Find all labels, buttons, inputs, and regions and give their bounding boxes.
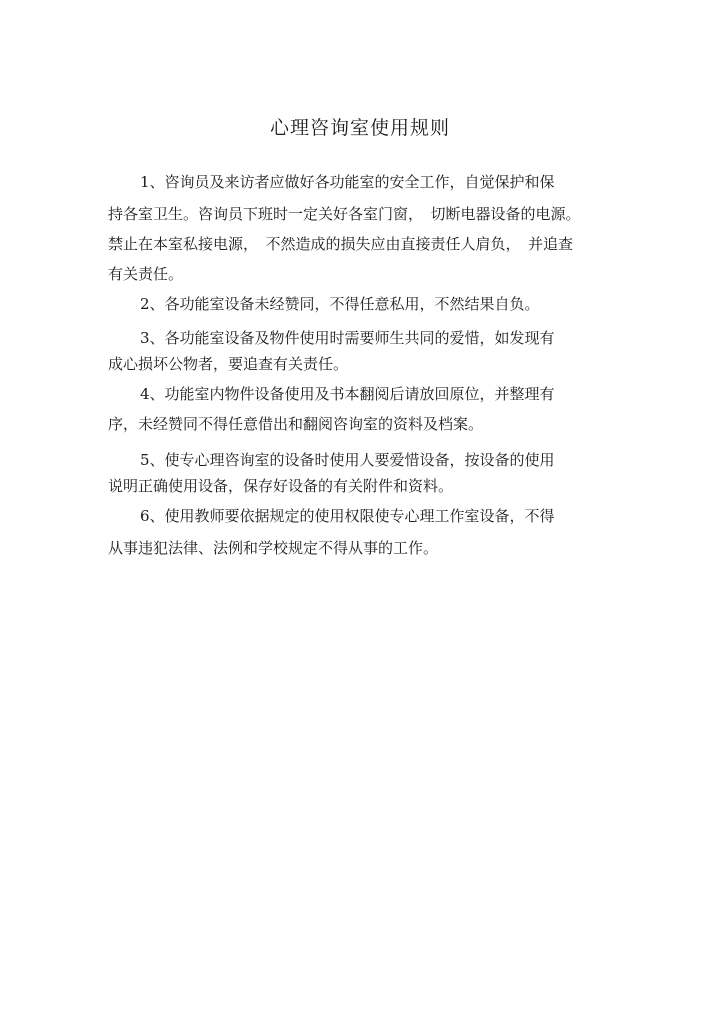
rule-1-line-4: 有关责任。 [108,265,184,283]
rule-1-line-3: 禁止在本室私接电源， 不然造成的损失应由直接责任人肩负， 并追查 [108,235,574,253]
rule-5-line-2: 说明正确使用设备，保存好设备的有关附件和资料。 [108,477,454,495]
rule-2-line-1: 2、各功能室设备未经赞同，不得任意私用，不然结果自负。 [140,295,540,313]
rule-1-line-1: 1、咨询员及来访者应做好各功能室的安全工作，自觉保护和保 [140,173,555,191]
rule-4-line-2: 序，未经赞同不得任意借出和翻阅咨询室的资料及档案。 [108,415,484,433]
rule-4-line-1: 4、功能室内物件设备使用及书本翻阅后请放回原位，并整理有 [140,385,555,403]
rule-6-line-1: 6、使用教师要依据规定的使用权限使专心理工作室设备，不得 [140,507,555,525]
document-title: 心理咨询室使用规则 [269,117,450,139]
rule-5-line-1: 5、使专心理咨询室的设备时使用人要爱惜设备，按设备的使用 [140,451,555,469]
rule-6-line-2: 从事违犯法律、法例和学校规定不得从事的工作。 [108,539,439,557]
rule-3-line-2: 成心损坏公物者，要追查有关责任。 [108,355,349,373]
rule-3-line-1: 3、各功能室设备及物件使用时需要师生共同的爱惜，如发现有 [140,329,555,347]
rule-1-line-2: 持各室卫生。咨询员下班时一定关好各室门窗， 切断电器设备的电源。 [108,205,581,223]
